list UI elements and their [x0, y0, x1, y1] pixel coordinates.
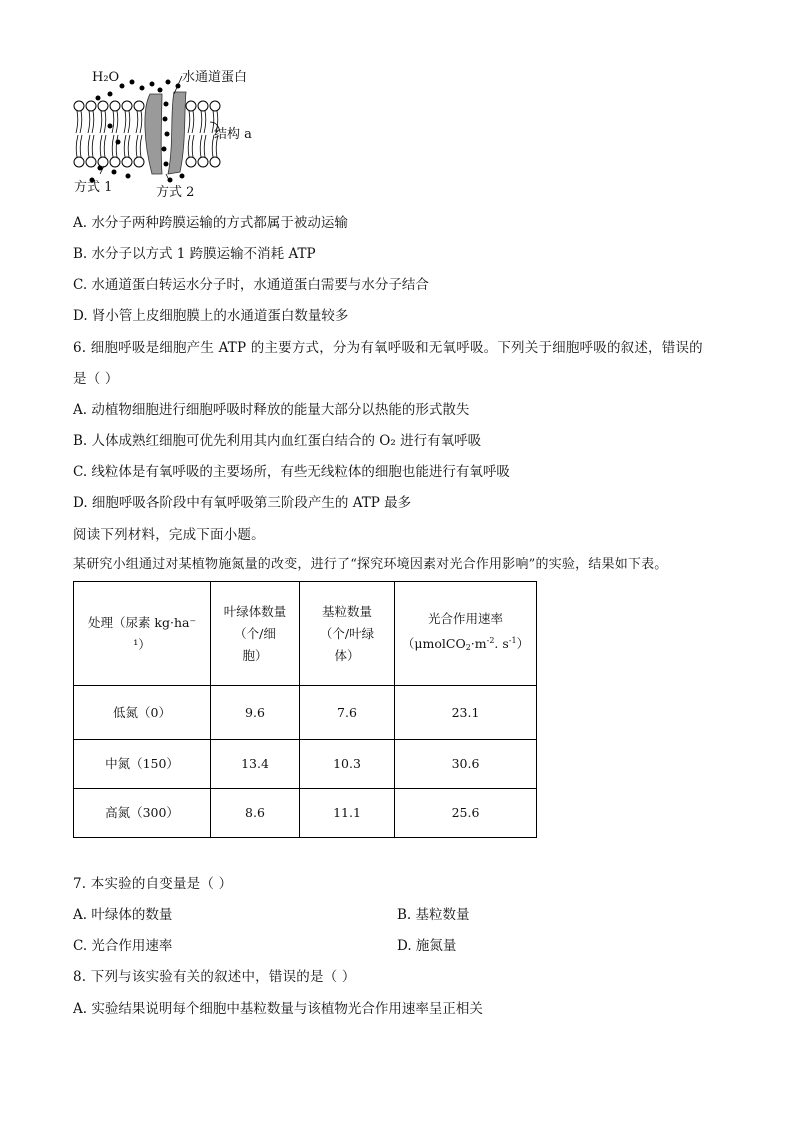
q6-option-a: A. 动植物细胞进行细胞呼吸时释放的能量大部分以热能的形式散失 [73, 402, 470, 418]
cell-chloroplast: 8.6 [211, 789, 300, 838]
cell-treatment: 低氮（0） [74, 686, 211, 740]
q5-option-a: A. 水分子两种跨膜运输的方式都属于被动运输 [73, 215, 348, 231]
q7-option-c: C. 光合作用速率 [73, 938, 173, 954]
membrane-transport-figure [70, 64, 270, 200]
cell-grana: 7.6 [300, 686, 395, 740]
q6-option-d: D. 细胞呼吸各阶段中有氧呼吸第三阶段产生的 ATP 最多 [73, 495, 412, 511]
q5-option-b: B. 水分子以方式 1 跨膜运输不消耗 ATP [73, 246, 316, 262]
cell-treatment: 高氮（300） [74, 789, 211, 838]
q5-option-d: D. 肾小管上皮细胞膜上的水通道蛋白数量较多 [73, 308, 349, 324]
structure-a-label: 结构 a [214, 127, 252, 142]
q7-stem: 7. 本实验的自变量是（ ） [73, 876, 233, 892]
q7-option-b: B. 基粒数量 [397, 907, 470, 923]
cell-treatment: 中氮（150） [74, 740, 211, 789]
way-1-label: 方式 1 [74, 180, 113, 195]
header-photosynthesis-rate: 光合作用速率 （$\mu molCO_2\cdot m^{-2}$. $s^{-1}$） [395, 582, 537, 686]
cell-rate: 23.1 [395, 686, 537, 740]
aquaporin-label: 水通道蛋白 [182, 70, 248, 85]
table-row [74, 740, 537, 789]
q6-stem-line-2: 是（ ） [73, 371, 119, 387]
q8-stem: 8. 下列与该实验有关的叙述中，错误的是（ ） [73, 969, 356, 985]
q5-option-c: C. 水通道蛋白转运水分子时，水通道蛋白需要与水分子结合 [73, 277, 429, 293]
q8-option-a: A. 实验结果说明每个细胞中基粒数量与该植物光合作用速率呈正相关 [73, 1001, 483, 1017]
nitrogen-results-table [73, 581, 537, 838]
header-treatment: 处理（尿素 kg·ha⁻ ¹） [74, 582, 211, 686]
q6-stem-line-1: 6. 细胞呼吸是细胞产生 ATP 的主要方式，分为有氧呼吸和无氧呼吸。下列关于细胞呼吸的叙述，错误的 [73, 340, 703, 356]
cell-grana: 11.1 [300, 789, 395, 838]
header-chloroplast-count: 叶绿体数量 （个/细 胞） [211, 582, 300, 686]
q7-option-a: A. 叶绿体的数量 [73, 907, 173, 923]
q6-option-c: C. 线粒体是有氧呼吸的主要场所，有些无线粒体的细胞也能进行有氧呼吸 [73, 464, 510, 480]
cell-rate: 25.6 [395, 789, 537, 838]
table-row [74, 686, 537, 740]
cell-grana: 10.3 [300, 740, 395, 789]
h2o-label: H₂O [92, 70, 120, 85]
material-intro: 阅读下列材料，完成下面小题。 [73, 527, 265, 543]
q6-option-b: B. 人体成熟红细胞可优先利用其内血红蛋白结合的 O₂ 进行有氧呼吸 [73, 433, 482, 449]
way-2-label: 方式 2 [156, 185, 195, 200]
lower-phospholipid-layer [74, 157, 220, 167]
material-description: 某研究小组通过对某植物施氮量的改变，进行了“探究环境因素对光合作用影响”的实验，结果如下表。 [73, 557, 668, 572]
cell-chloroplast: 13.4 [211, 740, 300, 789]
header-grana-count: 基粒数量 （个/叶绿 体） [300, 582, 395, 686]
table-row [74, 789, 537, 838]
cell-chloroplast: 9.6 [211, 686, 300, 740]
table-header-row [74, 582, 537, 686]
q7-option-d: D. 施氮量 [397, 938, 457, 954]
cell-rate: 30.6 [395, 740, 537, 789]
